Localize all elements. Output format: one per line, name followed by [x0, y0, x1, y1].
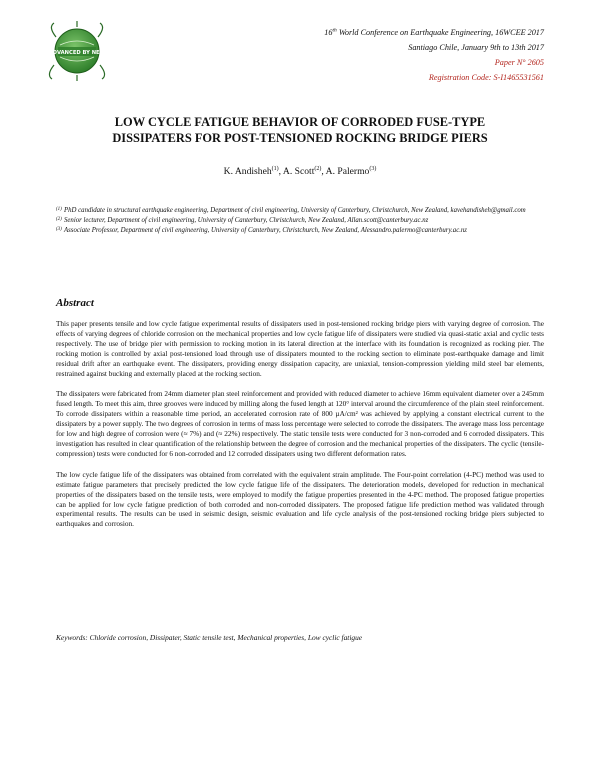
paper-title — [40, 114, 560, 146]
conference-logo — [46, 19, 108, 83]
affiliation-item — [56, 206, 544, 216]
affiliation-text: Associate Professor, Department of civil engineering, University of Canterbury, Christchurch, New Zealand, Alessandro.palermo@canterbury.ac.nz — [64, 226, 467, 234]
abstract-paragraph: This paper presents tensile and low cycle fatigue experimental results of dissipaters used in post-tensioned rocking bridge piers with varying degree of corrosion. The effects of varying degrees of chloride corrosion on the mechanical properties and low cycle fatigue life of dissipaters were studied via quasi-static axial and cyclic tests respectively. The use of bridge pier with permission to rocking motion in its lateral direction at the interface with its foundation is recognized as rocking pier. The rocking motion is controlled by axial post-tensioned load through use of dissipaters mounted to the rocking section to eliminate post-earthquake damage and limit residual drift after an earthquake event. The dissipaters, providing energy dissipation capacity, are uniaxial, tension-compression yielding mild steel bar elements, restrained against bucking and externally placed at the rocking section. — [56, 320, 544, 378]
keywords: Keywords: Chloride corrosion, Dissipater, Static tensile test, Mechanical properties, Low cyclic fatigue — [56, 633, 363, 642]
abstract-body — [56, 320, 544, 541]
title-line-1: LOW CYCLE FATIGUE BEHAVIOR OF CORRODED FUSE-TYPE — [114, 115, 486, 129]
author-name: A. Palermo — [325, 166, 370, 177]
author-mark: (1) — [271, 165, 279, 172]
author-list: K. Andisheh$^{(1)}$, A. Scott$^{(2)}$, A. Palermo$^{(3)}$ — [223, 165, 377, 177]
abstract-paragraph: The low cycle fatigue life of the dissipaters was obtained from correlated with the equivalent strain amplitude. The Four-point correlation (4-PC) method was used to estimate fatigue parameters that precisely predicted the low cycle fatigue life of the dissipaters. The deterioration models, developed for reduction in mechanical properties of the dissipaters based on the tensile tests, were employed to modify the fatigue properties presented in the 4-PC method. The proposed fatigue properties can be applied for low cycle fatigue prediction of both corroded and non-corroded dissipaters. The proposed fatigue life prediction method was validated through experimental results. The results can be used in seismic design, seismic evaluation and life cycle analysis of the post-tensioned rocking bridge piers subjected to earthquakes and corrosion. — [56, 470, 544, 529]
logo-text: ADVANCED BY NEW — [48, 50, 106, 56]
affiliations — [56, 206, 544, 236]
conference-name: 16th World Conference on Earthquake Engineering, 16WCEE 2017 — [324, 27, 544, 37]
abstract-paragraph: The dissipaters were fabricated from 24mm diameter plan steel reinforcement and provided with reduced diameter to achieve 16mm equivalent diameter over a 245mm fused length. To meet this aim, three grooves were induced by milling along the fused length at 120° interval around the circumference of the plain steel reinforcement. To corrode dissipaters within a reasonable time period, an accelerated corrosion rate of 800 µA/cm² was achieved by applying a constant electrical current to the dissipaters by a power supply. The two degrees of corrosion in terms of mass loss percentage were selected to corrode the dissipaters. The average mass loss percentage for low and high degree of corrosion were (≈ 7%) and (≈ 22%) respectively. The static tensile tests were conducted for 3 non-corroded and 6 corroded dissipaters. This investigation has resulted in clear quantification of the relationship between the degree of corrosion and the mechanical properties of the dissipaters. The cyclic (tensile-compression) tests were conducted for 6 non-corroded and 12 corroded dissipaters using two different deformation rates. — [56, 390, 544, 458]
abstract-heading: Abstract — [56, 297, 94, 309]
author-mark: (2) — [314, 165, 322, 172]
conference-info — [324, 25, 544, 85]
affiliation-item — [56, 216, 544, 226]
registration-code: Registration Code: S-I1465531561 — [428, 73, 544, 82]
paper-number: Paper N° 2605 — [494, 58, 544, 67]
affiliation-text: PhD candidate in structural earthquake engineering, Department of civil engineering, University of Canterbury, Christchurch, New Zealand, kavehandisheh@gmail.com — [64, 207, 526, 214]
author-name: A. Scott — [282, 166, 315, 177]
author-name: K. Andisheh — [223, 166, 272, 177]
affiliation-number: (3) — [56, 226, 62, 232]
affiliation-number: (1) — [56, 207, 62, 212]
author-mark: (3) — [369, 165, 377, 172]
globe-logo-icon — [46, 19, 108, 83]
affiliation-number: (2) — [56, 216, 62, 222]
title-line-2: DISSIPATERS FOR POST-TENSIONED ROCKING BRIDGE PIERS — [112, 131, 488, 145]
conference-location-date: Santiago Chile, January 9th to 13th 2017 — [408, 43, 544, 52]
affiliation-text: Senior lecturer, Department of civil engineering, University of Canterbury, Christchurch, New Zealand, Allan.scott@canterbury.ac.nz — [64, 216, 429, 224]
affiliation-item — [56, 226, 544, 236]
